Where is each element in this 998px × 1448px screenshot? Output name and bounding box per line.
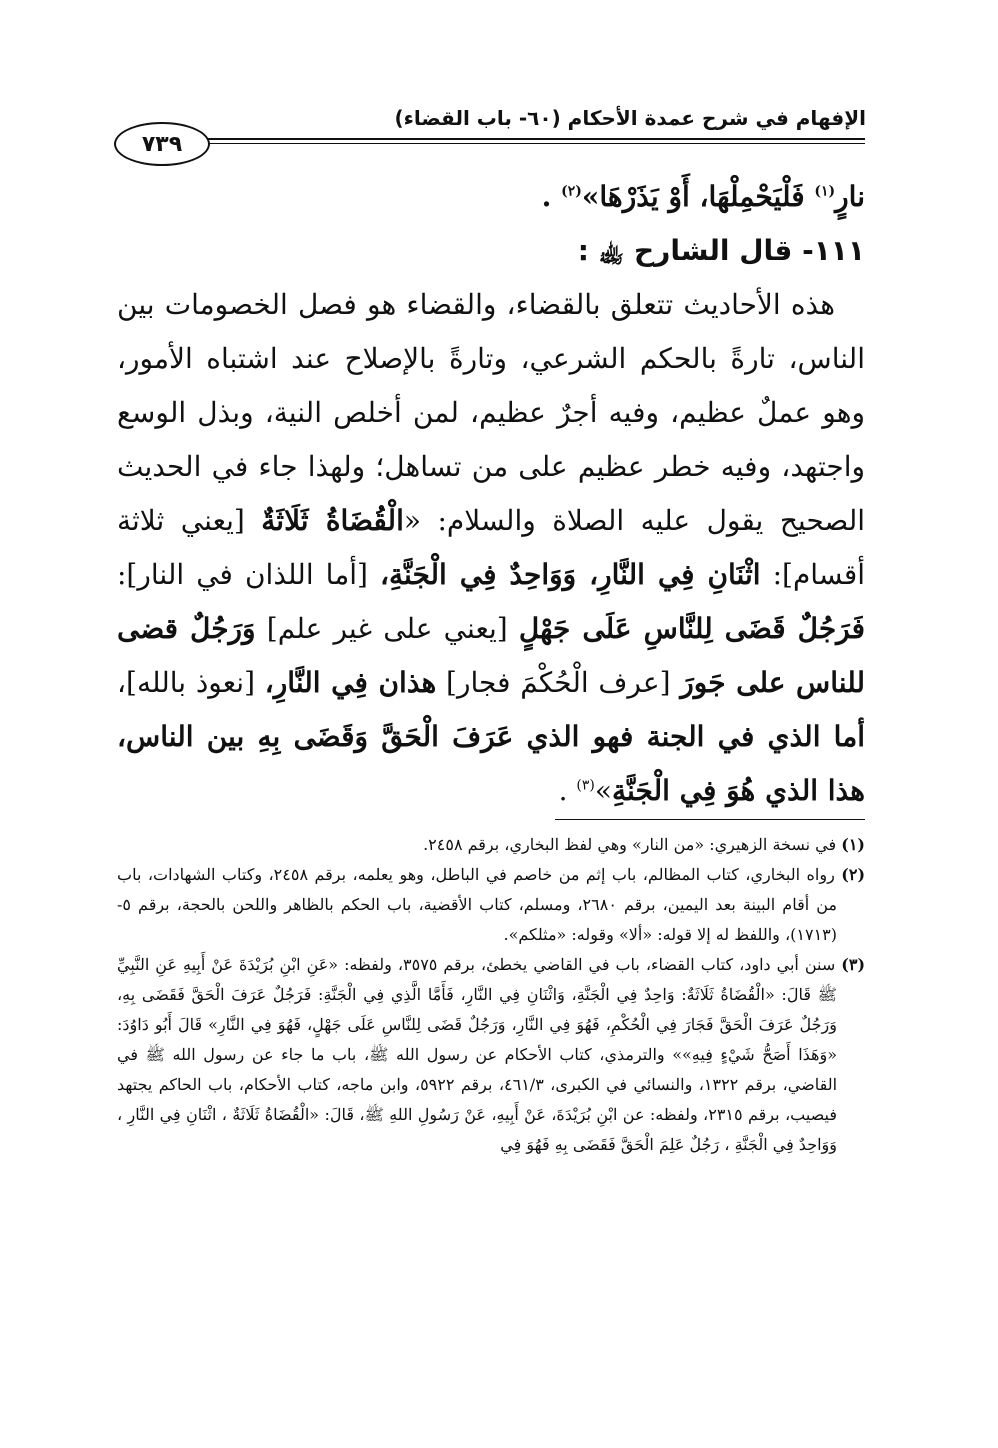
gloss-2: [أما اللذان في النار]: [117,558,380,591]
footnote-2 [117,860,865,950]
main-text [117,170,865,818]
gloss-5: [نعوذ بالله]، [117,666,265,699]
footnote-text: رواه البخاري، كتاب المظالم، باب إثم من خاصم في الباطل، وهو يعلمه، برقم ٢٤٥٨، وكتاب الشهادات، باب من أقام البينة بعد اليمين، برقم ٢٦٨٠، ومسلم، كتاب الأقضية، باب الحكم بالظاهر واللحن بالحجة، برقم ٥- (١٧١٣)، واللفظ له إلا قوله: «ألا» وقوله: «مثلكم». [117,865,842,944]
gloss-3: [يعني على غير علم] [255,612,519,645]
gloss-4: [عرف الْحُكْمَ فجار] [436,666,681,699]
page-number-badge [114,122,210,166]
header-rule-thin [198,143,865,144]
gloss-1: [يعني ثلاثة أقسام]: [117,504,865,591]
footnote-ref-2: (٢) [561,183,582,200]
footnote-text: في نسخة الزهيري: «من النار» وهي لفظ البخاري، برقم ٢٤٥٨. [423,835,842,854]
verse-word: نارٍ [835,180,865,213]
hadith-text-6: أما الذي في الجنة فهو الذي عَرَفَ الْحَقَّ وَقَضَى بِهِ بين الناس، هذا الذي هُوَ فِي الْجَنَّةِ [117,720,865,807]
section-heading: ١١١- قال الشارح ﵀ : [577,234,865,267]
footnotes [117,830,865,1160]
hadith-text-5: هذان فِي النَّارِ، [264,666,437,699]
quote-close: » [594,774,613,807]
running-header-title: الإفهام في شرح عمدة الأحكام (٦٠- باب القضاء) [394,106,866,130]
para-text-1: هذه الأحاديث تتعلق بالقضاء، والقضاء هو فصل الخصومات بين الناس، تارةً بالحكم الشرعي، وتارةً بالإصلاح عند اشتباه الأمور، وهو عملٌ عظيم، وفيه أجرٌ عظيم، لمن أخلص النية، وبذل الوسع واجتهد، وفيه خطر عظيم على من تساهل؛ ولهذا جاء في الحديث الصحيح يقول عليه الصلاة والسلام: « [117,288,866,537]
verse-tail: . [541,180,562,213]
footnote-3 [117,950,865,1160]
verse-continuation [117,170,865,224]
hadith-text-3: فَرَجُلٌ قَضَى لِلنَّاسِ عَلَى جَهْلٍ [518,612,866,645]
footnote-number: (٢) [841,865,866,884]
header-rule-thick [198,138,865,140]
footnote-ref-1: (١) [814,183,836,200]
footnote-ref-3: (٣) [576,777,595,794]
para-tail: . [558,774,577,807]
footnote-number: (١) [841,835,865,854]
hadith-text-4: وَرَجُلٌ قضى للناس على جَورَ [117,612,865,699]
paragraph-1 [117,278,865,818]
footnote-1 [117,830,865,860]
footnote-separator [555,819,865,820]
page-number: ٧٣٩ [141,131,183,157]
hadith-text-1: الْقُضَاةُ ثَلَاثَةٌ [261,504,404,537]
verse-text: فَلْيَحْمِلْهَا، أَوْ يَذَرْهَا» [581,180,815,213]
footnote-text: سنن أبي داود، كتاب القضاء، باب في القاضي يخطئ، برقم ٣٥٧٥، ولفظه: «عَنِ ابْنِ بُرَيْدَةَ عَنْ أَبِيهِ عَنِ النَّبِيِّ ﷺ قَالَ: «الْقُضَاةُ ثَلَاثَةٌ: وَاحِدٌ فِي الْجَنَّةِ، وَاثْنَانِ فِي النَّارِ، فَأَمَّا الَّذِي فِي الْجَنَّةِ: فَرَجُلٌ عَرَفَ الْحَقَّ فَقَضَى بِهِ، وَرَجُلٌ عَرَفَ الْحَقَّ فَجَارَ فِي الْحُكْمِ، فَهُوَ فِي النَّارِ، وَرَجُلٌ قَضَى لِلنَّاسِ عَلَى جَهْلٍ، فَهُوَ فِي النَّارِ» قَالَ أَبُو دَاوُدَ: «وَهَذَا أَصَحُّ شَيْءٍ فِيهِ»» والترمذي، كتاب الأحكام عن رسول الله ﷺ، باب ما جاء عن رسول الله ﷺ في القاضي، برقم ١٣٢٢، والنسائي في الكبرى، ٤٦١/٣، برقم ٥٩٢٢، وابن ماجه، كتاب الأحكام، باب الحاكم يجتهد فيصيب، برقم ٢٣١٥، ولفظه: عن ابْنِ بُرَيْدَةَ، عَنْ أَبِيهِ، عَنْ رَسُولِ اللهِ ﷺ، قَالَ: «الْقُضَاةُ ثَلَاثَةٌ ، اثْنَانِ فِي النَّارِ ، وَوَاحِدٌ فِي الْجَنَّةِ ، رَجُلٌ عَلِمَ الْحَقَّ فَقَضَى بِهِ فَهُوَ فِي [117,955,842,1154]
footnote-number: (٣) [841,955,866,974]
hadith-text-2: اثْنَانِ فِي النَّارِ، وَوَاحِدٌ فِي الْجَنَّةِ، [379,558,761,591]
